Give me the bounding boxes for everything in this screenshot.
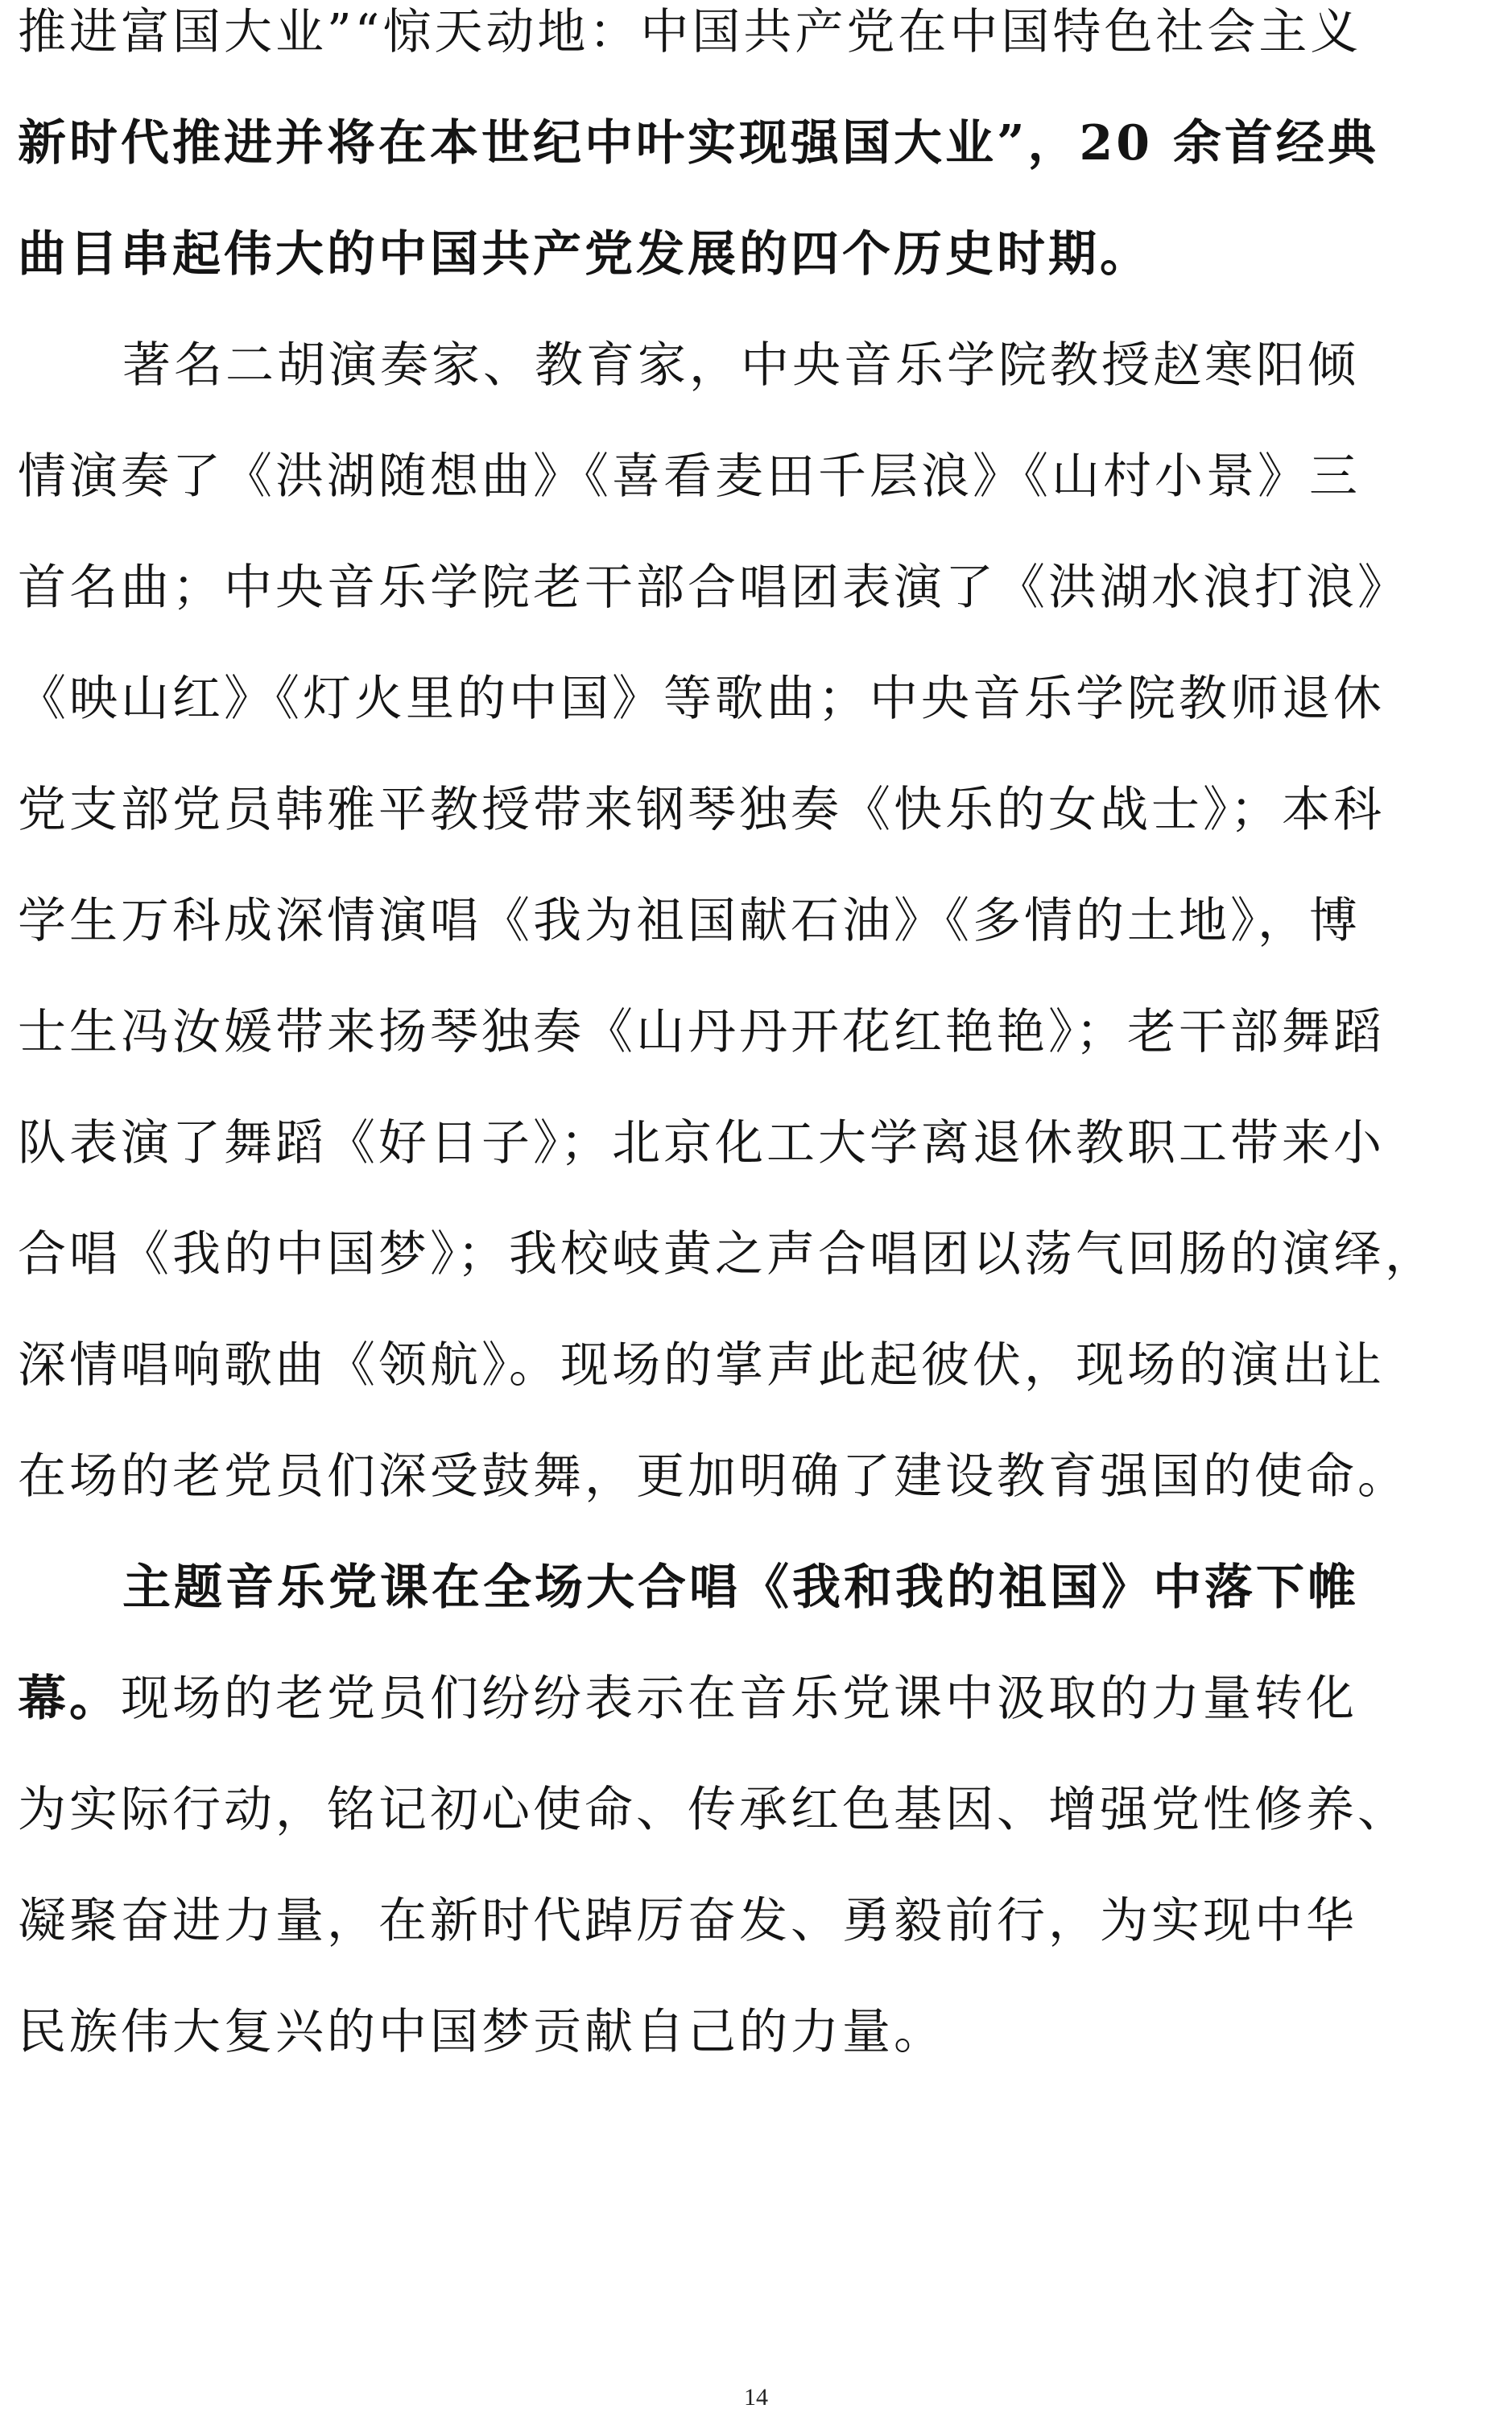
page-number: 14 bbox=[744, 2384, 768, 2411]
body-text-line: 党支部党员韩雅平教授带来钢琴独奏《快乐的女战士》；本科 bbox=[18, 782, 1385, 838]
lead-sentence-end: 幕。 bbox=[18, 1671, 121, 1727]
paragraph-lead-continuation bbox=[18, 1667, 1357, 1731]
body-text-line: 学生万科成深情演唱《我为祖国献石油》《多情的土地》，博 bbox=[18, 893, 1361, 949]
body-text-line: 在场的老党员们深受鼓舞，更加明确了建设教育强国的使命。 bbox=[18, 1448, 1409, 1505]
body-text-line: 士生冯汝媛带来扬琴独奏《山丹丹开花红艳艳》；老干部舞蹈 bbox=[18, 1004, 1385, 1060]
body-text-line: 曲目串起伟大的中国共产党发展的四个历史时期。 bbox=[18, 226, 1151, 283]
body-text-run: 现场的老党员们纷纷表示在音乐党课中汲取的力量转化 bbox=[121, 1671, 1357, 1727]
body-text-line: 《映山红》《灯火里的中国》等歌曲；中央音乐学院教师退休 bbox=[18, 671, 1385, 727]
body-text-line: 深情唱响歌曲《领航》。现场的掌声此起彼伏，现场的演出让 bbox=[18, 1337, 1385, 1394]
body-text-line: 首名曲；中央音乐学院老干部合唱团表演了《洪湖水浪打浪》 bbox=[18, 560, 1409, 616]
body-text-line: 为实际行动，铭记初心使命、传承红色基因、增强党性修养、 bbox=[18, 1782, 1409, 1838]
paragraph-first-line: 著名二胡演奏家、教育家，中央音乐学院教授赵寒阳倾 bbox=[122, 337, 1359, 394]
body-text-line: 推进富国大业”“惊天动地：中国共产党在中国特色社会主义 bbox=[18, 4, 1362, 60]
body-text-line: 合唱《我的中国梦》；我校岐黄之声合唱团以荡气回肠的演绎， bbox=[18, 1226, 1436, 1283]
body-text-line: 情演奏了《洪湖随想曲》《喜看麦田千层浪》《山村小景》三 bbox=[18, 448, 1361, 505]
body-text-line: 新时代推进并将在本世纪中叶实现强国大业”，20 余首经典 bbox=[18, 115, 1379, 171]
paragraph-lead-line: 主题音乐党课在全场大合唱《我和我的祖国》中落下帷 bbox=[122, 1560, 1359, 1616]
body-text-line: 凝聚奋进力量，在新时代踔厉奋发、勇毅前行，为实现中华 bbox=[18, 1893, 1357, 1949]
body-text-line: 民族伟大复兴的中国梦贡献自己的力量。 bbox=[18, 2004, 945, 2060]
body-text-line: 队表演了舞蹈《好日子》；北京化工大学离退休教职工带来小 bbox=[18, 1115, 1385, 1171]
